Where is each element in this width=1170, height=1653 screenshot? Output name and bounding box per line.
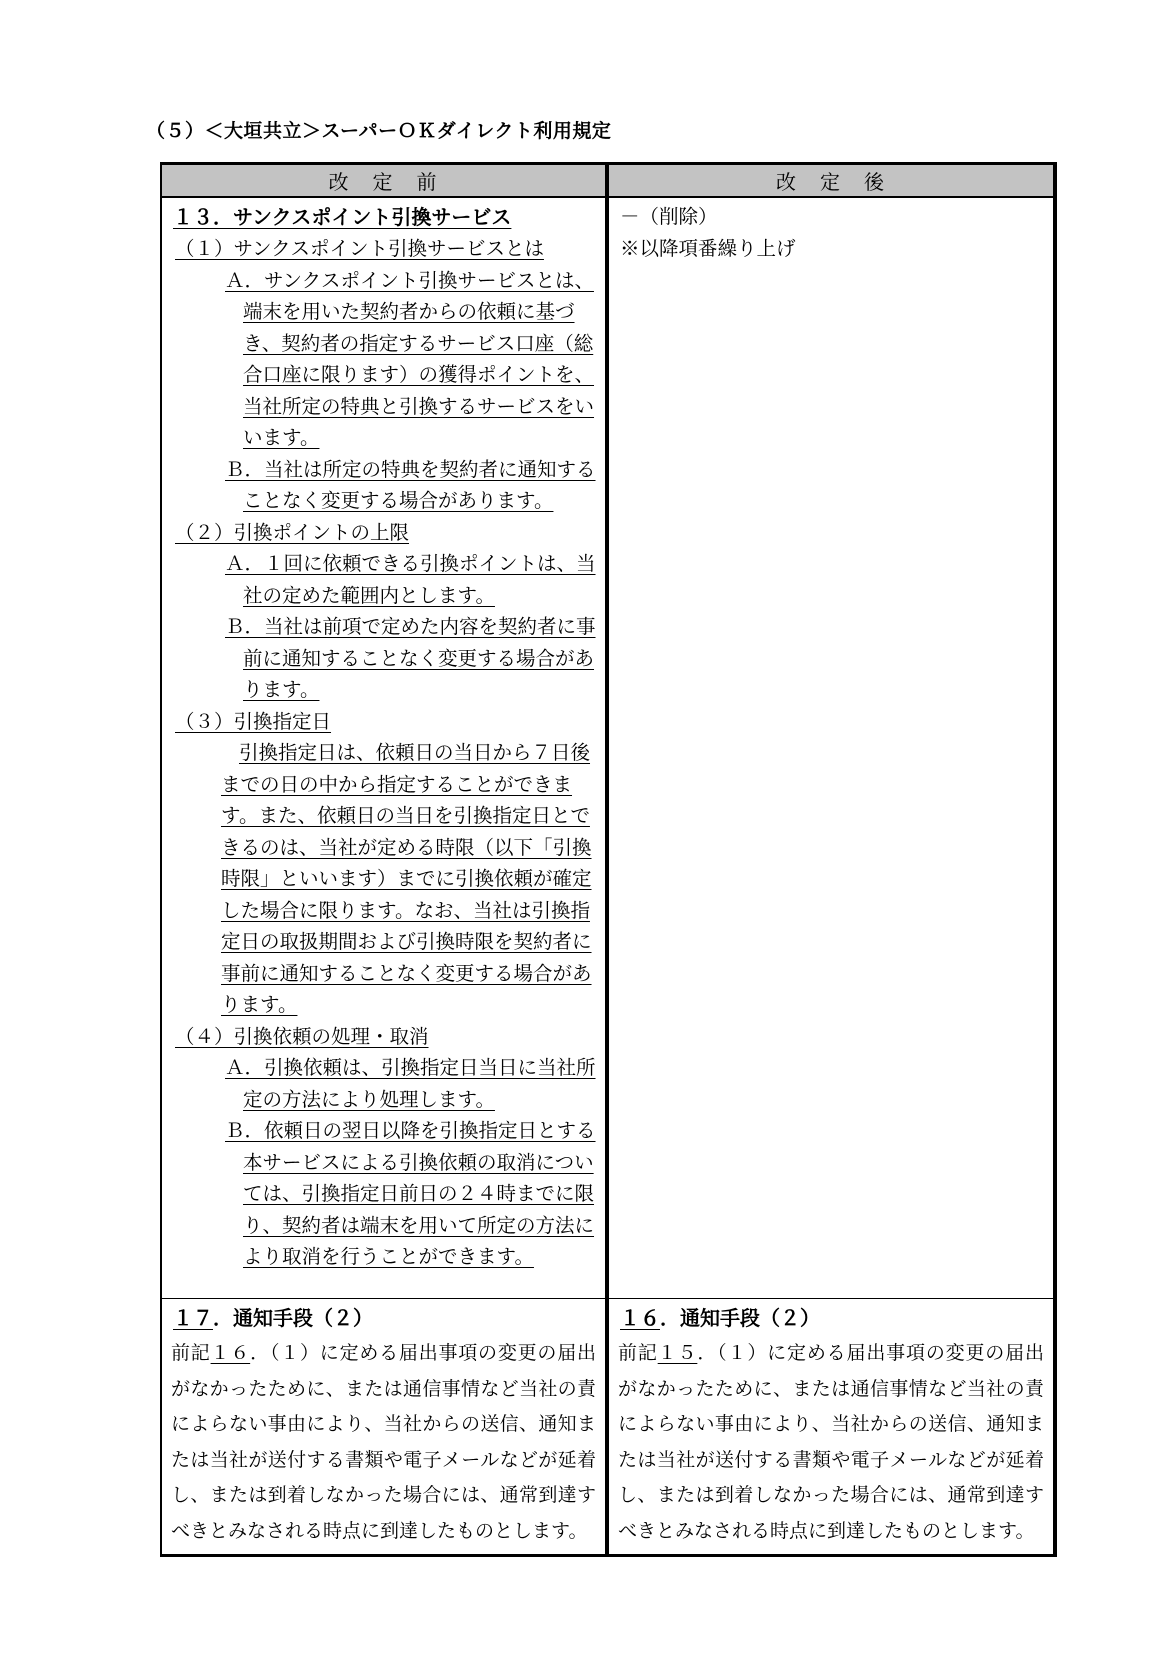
body-text: ．（１）に定める届出事項の変更の届出がなかったために、または通信事情など当社の責によらない事由により、当社からの送信、通知または当社が送付する書類や電子メールなどが延着し、または到着しなかった場合には、通常到達すべきとみなされる時点に到達したものとします。 (171, 1343, 596, 1542)
deleted-policy-paragraph: Ａ．サンクスポイント引換サービスとは、端末を用いた契約者からの依頼に基づき、契約者の指定するサービス口座（総合口座に限ります）の獲得ポイントを、当社所定の特典と引換するサービスをいいます。 (225, 270, 595, 449)
page-title: （５）＜大垣共立＞スーパーＯＫダイレクト利用規定 (146, 121, 612, 142)
deleted-policy-paragraph: Ｂ．当社は所定の特典を契約者に通知することなく変更する場合があります。 (225, 459, 596, 512)
referenced-section-number: １５ (657, 1343, 698, 1364)
deleted-policy-paragraph: Ｂ．依頼日の翌日以降を引換指定日とする本サービスによる引換依頼の取消については、引換指定日前日の２４時までに限り、契約者は端末を用いて所定の方法により取消を行うことができます。 (225, 1121, 596, 1268)
table-header-row (162, 165, 1053, 198)
column-header-after-revision: 改 定 後 (776, 172, 886, 194)
deleted-policy-paragraph: （４）引換依頼の処理・取消 (175, 1026, 429, 1048)
deleted-policy-paragraph: （２）引換ポイントの上限 (175, 522, 410, 544)
column-header-before-revision: 改 定 前 (162, 165, 609, 196)
cell-row1-before-revision (162, 198, 609, 1298)
deleted-policy-paragraph: Ａ．引換依頼は、引換指定日当日に当社所定の方法により処理します。 (225, 1058, 596, 1111)
body-prefix: 前記 (618, 1343, 658, 1364)
deleted-policy-paragraph: Ａ．１回に依頼できる引換ポイントは、当社の定めた範囲内とします。 (225, 554, 596, 607)
section-number: １６ (620, 1308, 660, 1330)
section-16-body (618, 1336, 1044, 1549)
deleted-policy-paragraph: 引換指定日は、依頼日の当日から７日後までの日の中から指定することができます。また、依頼日の当日を引換指定日とできるのは、当社が定める時限（以下「引換時限」といいます）までに引換依頼が確定した場合に限ります。なお、当社は引換指定日の取扱期間および引換時限を契約者に事前に通知することなく変更する場合があります。 (221, 743, 592, 1016)
section-number: １７ (173, 1308, 213, 1330)
section-heading-text: ．通知手段（２） (660, 1308, 820, 1330)
referenced-section-number: １６ (210, 1343, 251, 1364)
cell-row2-before-revision (162, 1299, 609, 1554)
deleted-policy-paragraph: （１）サンクスポイント引換サービスとは (175, 239, 544, 260)
table-row-point-exchange (162, 198, 1053, 1298)
revision-comparison-table (160, 162, 1057, 1557)
section-17-body (171, 1336, 596, 1549)
deletion-note: －（削除） (620, 207, 718, 228)
cell-row1-after-revision (609, 198, 1053, 1298)
body-prefix: 前記 (171, 1343, 211, 1364)
body-text: ．（１）に定める届出事項の変更の届出がなかったために、または通信事情など当社の責によらない事由により、当社からの送信、通知または当社が送付する書類や電子メールなどが延着し、または到着しなかった場合には、通常到達すべきとみなされる時点に到達したものとします。 (618, 1343, 1044, 1542)
cell-row2-after-revision (609, 1299, 1053, 1554)
section-17-heading (171, 1303, 596, 1336)
table-row-notification-means (162, 1298, 1053, 1554)
section-16-heading (618, 1303, 1044, 1336)
section-13-heading: １３．サンクスポイント引換サービス (173, 207, 512, 229)
section-heading-text: ．通知手段（２） (213, 1308, 373, 1330)
deletion-note: ※以降項番繰り上げ (620, 238, 796, 260)
deleted-policy-paragraph: （３）引換指定日 (175, 711, 332, 733)
deleted-policy-paragraph: Ｂ．当社は前項で定めた内容を契約者に事前に通知することなく変更する場合があります。 (225, 617, 596, 701)
